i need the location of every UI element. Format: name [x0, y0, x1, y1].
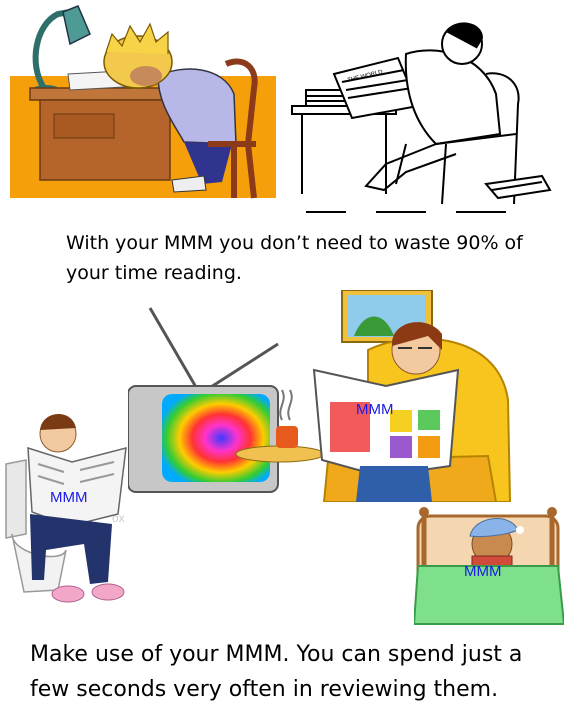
newspaper-title: THE WORLD — [347, 69, 384, 84]
toilet-tank — [6, 460, 26, 538]
man-reading-by-tv-illustration — [128, 290, 512, 502]
teddy-bear-in-bed-illustration — [414, 506, 564, 626]
sleeping-man-with-newspaper-illustration — [286, 14, 558, 220]
tea-cup — [276, 426, 298, 448]
bed-knob-left — [419, 507, 429, 517]
pink-slipper-right — [92, 584, 124, 600]
man-on-toilet-reading-illustration — [2, 404, 132, 610]
toilet-man-pants — [30, 514, 112, 584]
newspaper-block-green — [418, 410, 440, 430]
toilet-reader-paper-label: MMM — [50, 489, 88, 506]
pink-slipper-left — [52, 586, 84, 602]
steam — [280, 390, 291, 420]
bed-reader-book-label: MMM — [464, 563, 502, 580]
lamp-shade — [63, 6, 90, 44]
caption-bottom: Make use of your MMM. You can spend just a few seconds very often in reviewing them. — [30, 642, 523, 702]
sleeping-boy-at-desk-illustration — [8, 4, 278, 202]
boy-hair-spikes — [106, 24, 168, 54]
toilet-man-hair — [40, 414, 76, 430]
tv-reader-paper-label: MMM — [356, 401, 394, 418]
dropped-newspaper — [486, 176, 550, 198]
tv-antenna — [150, 308, 278, 394]
reader-legs — [356, 466, 432, 502]
desk-top — [30, 88, 170, 100]
nightcap-pom — [516, 526, 524, 534]
bed-knob-right — [547, 507, 557, 517]
newspaper-block-orange — [418, 436, 440, 458]
tv-screen — [162, 394, 270, 482]
newspaper-block-purple — [390, 436, 412, 458]
desk-body — [40, 100, 170, 180]
caption-top: With your MMM you don’t need to waste 90% of your time reading. — [66, 232, 523, 284]
watermark: ox — [112, 511, 125, 525]
desk-drawer — [54, 114, 114, 138]
side-table — [236, 446, 324, 462]
table — [292, 106, 396, 194]
boy-face — [130, 66, 162, 86]
man-body — [406, 50, 500, 144]
